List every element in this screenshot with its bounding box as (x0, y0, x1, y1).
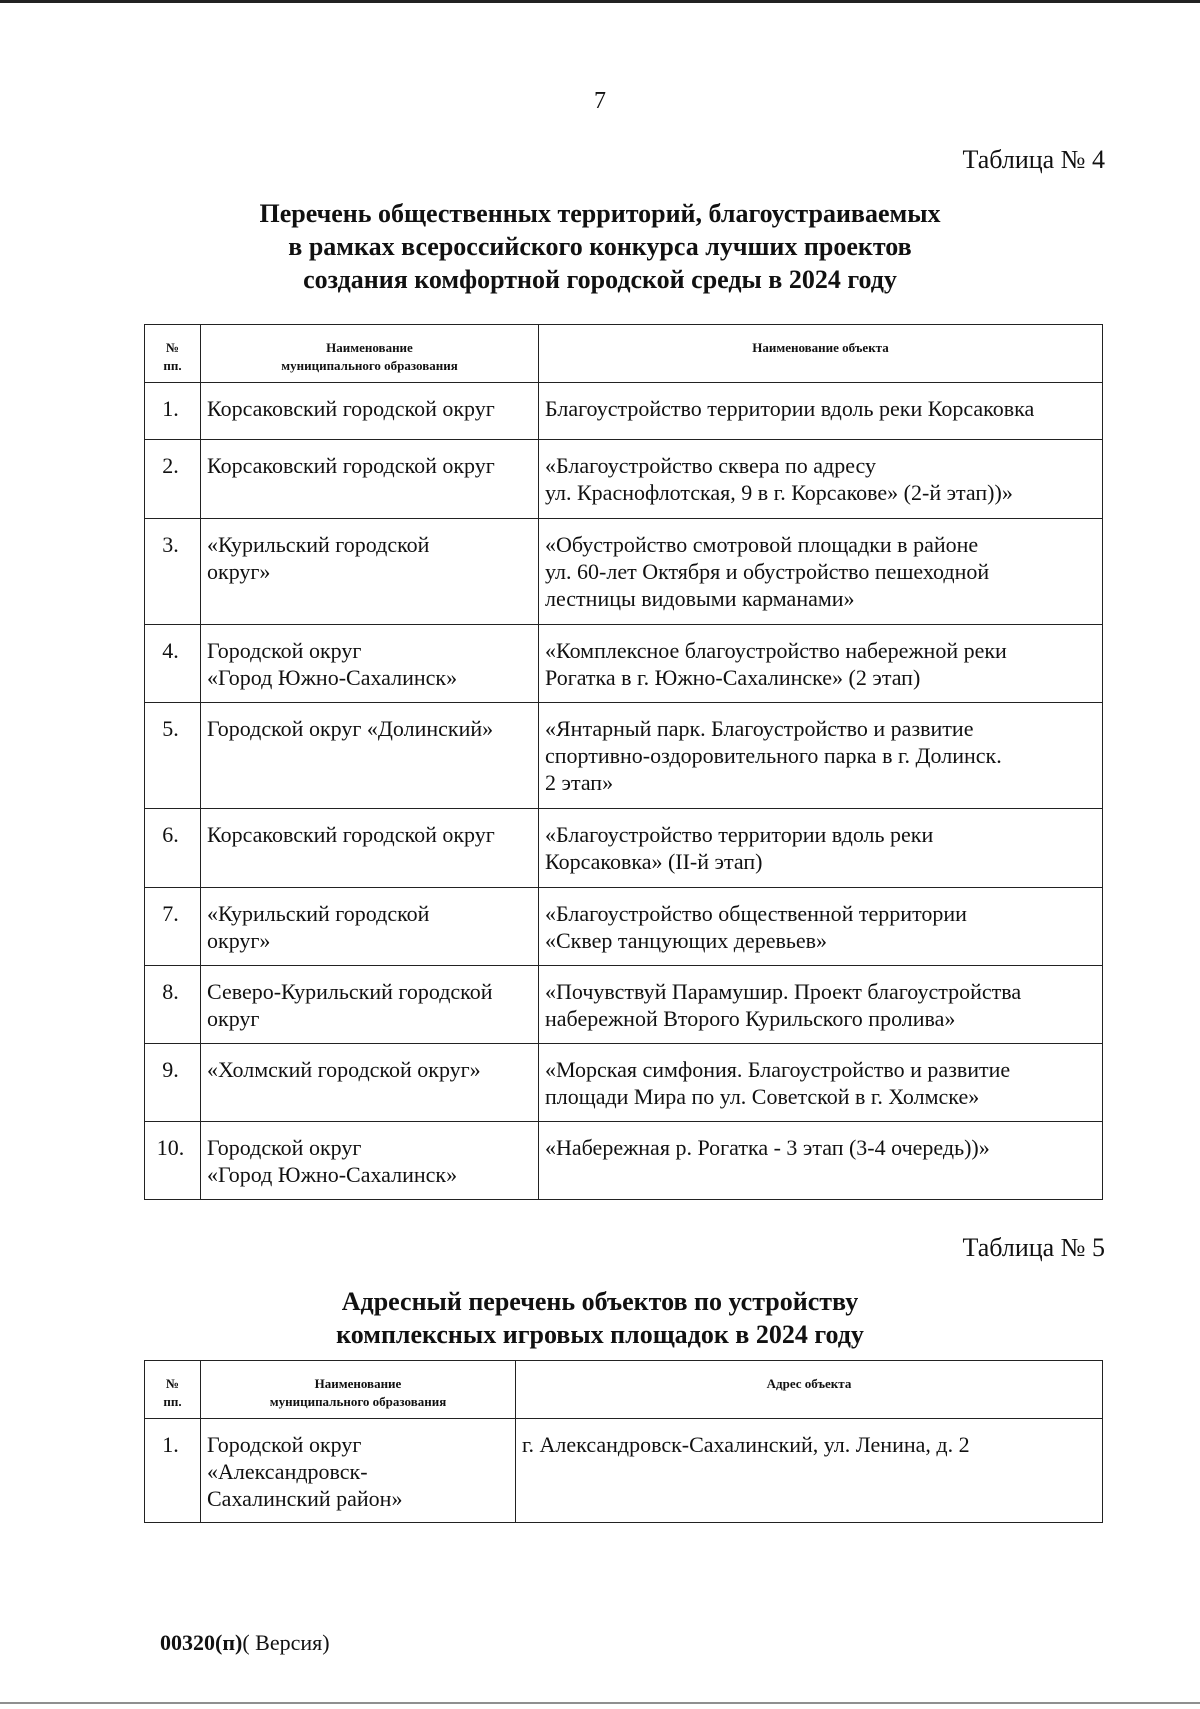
row-object: «Почувствуй Парамушир. Проект благоустройства набережной Второго Курильского пролива» (539, 966, 1103, 1044)
row-object: «Морская симфония. Благоустройство и развитие площади Мира по ул. Советской в г. Холмске» (539, 1044, 1103, 1122)
header-municipality: Наименование муниципального образования (201, 1361, 516, 1419)
table-row (145, 625, 1103, 703)
row-municipality: Северо-Курильский городской округ (201, 966, 539, 1044)
table-4-label: Таблица № 4 (962, 145, 1105, 174)
row-object: «Благоустройство общественной территории «Сквер танцующих деревьев» (539, 888, 1103, 966)
row-municipality: Корсаковский городской округ (201, 440, 539, 519)
table-5-heading (0, 1285, 1200, 1351)
row-municipality: «Холмский городской округ» (201, 1044, 539, 1122)
row-num: 3. (145, 519, 201, 625)
bottom-scan-border (0, 1702, 1200, 1704)
table-row (145, 1419, 1103, 1523)
table-row (145, 519, 1103, 625)
header-object: Наименование объекта (539, 325, 1103, 383)
document-code-number: 00320(п) (160, 1630, 243, 1655)
table-row (145, 966, 1103, 1044)
row-num: 10. (145, 1122, 201, 1200)
page-number: 7 (594, 88, 606, 114)
row-num: 1. (145, 383, 201, 440)
row-municipality: Корсаковский городской округ (201, 383, 539, 440)
table-row (145, 703, 1103, 809)
row-address: г. Александровск-Сахалинский, ул. Ленина, д. 2 (516, 1419, 1103, 1523)
row-num: 9. (145, 1044, 201, 1122)
row-municipality: Городской округ «Александровск- Сахалинский район» (201, 1419, 516, 1523)
document-code (160, 1630, 330, 1656)
row-object: «Набережная р. Рогатка - 3 этап (3-4 очередь))» (539, 1122, 1103, 1200)
header-num: № пп. (145, 1361, 201, 1419)
row-municipality: «Курильский городской округ» (201, 888, 539, 966)
row-num: 5. (145, 703, 201, 809)
row-object: «Благоустройство территории вдоль реки Корсаковка» (II-й этап) (539, 809, 1103, 888)
table-4-heading (0, 197, 1200, 296)
row-municipality: Городской округ «Долинский» (201, 703, 539, 809)
row-object: «Обустройство смотровой площадки в районе ул. 60-лет Октября и обустройство пешеходной лестницы видовыми карманами» (539, 519, 1103, 625)
table-5-label: Таблица № 5 (962, 1233, 1105, 1262)
heading-line: в рамках всероссийского конкурса лучших проектов (288, 232, 912, 261)
table-row (145, 440, 1103, 519)
row-municipality: Городской округ «Город Южно-Сахалинск» (201, 1122, 539, 1200)
table-row (145, 383, 1103, 440)
top-scan-border (0, 0, 1200, 3)
row-num: 4. (145, 625, 201, 703)
table-4 (144, 324, 1103, 1200)
row-num: 7. (145, 888, 201, 966)
row-object: «Комплексное благоустройство набережной реки Рогатка в г. Южно-Сахалинске» (2 этап) (539, 625, 1103, 703)
header-municipality: Наименование муниципального образования (201, 325, 539, 383)
row-num: 8. (145, 966, 201, 1044)
row-object: Благоустройство территории вдоль реки Корсаковка (539, 383, 1103, 440)
row-num: 2. (145, 440, 201, 519)
table-row (145, 1044, 1103, 1122)
row-municipality: Городской округ «Город Южно-Сахалинск» (201, 625, 539, 703)
heading-line: создания комфортной городской среды в 2024 году (303, 265, 897, 294)
table-row (145, 1122, 1103, 1200)
header-address: Адрес объекта (516, 1361, 1103, 1419)
row-object: «Благоустройство сквера по адресу ул. Краснофлотская, 9 в г. Корсакове» (2-й этап))» (539, 440, 1103, 519)
row-municipality: «Курильский городской округ» (201, 519, 539, 625)
row-num: 1. (145, 1419, 201, 1523)
row-num: 6. (145, 809, 201, 888)
table-row (145, 888, 1103, 966)
table-row (145, 809, 1103, 888)
document-version: ( Версия) (242, 1630, 330, 1655)
row-object: «Янтарный парк. Благоустройство и развитие спортивно-оздоровительного парка в г. Долинск. 2 этап» (539, 703, 1103, 809)
row-municipality: Корсаковский городской округ (201, 809, 539, 888)
heading-line: Перечень общественных территорий, благоустраиваемых (259, 199, 941, 228)
table-5 (144, 1360, 1103, 1523)
heading-line: комплексных игровых площадок в 2024 году (336, 1320, 864, 1349)
header-num: № пп. (145, 325, 201, 383)
heading-line: Адресный перечень объектов по устройству (341, 1287, 859, 1316)
